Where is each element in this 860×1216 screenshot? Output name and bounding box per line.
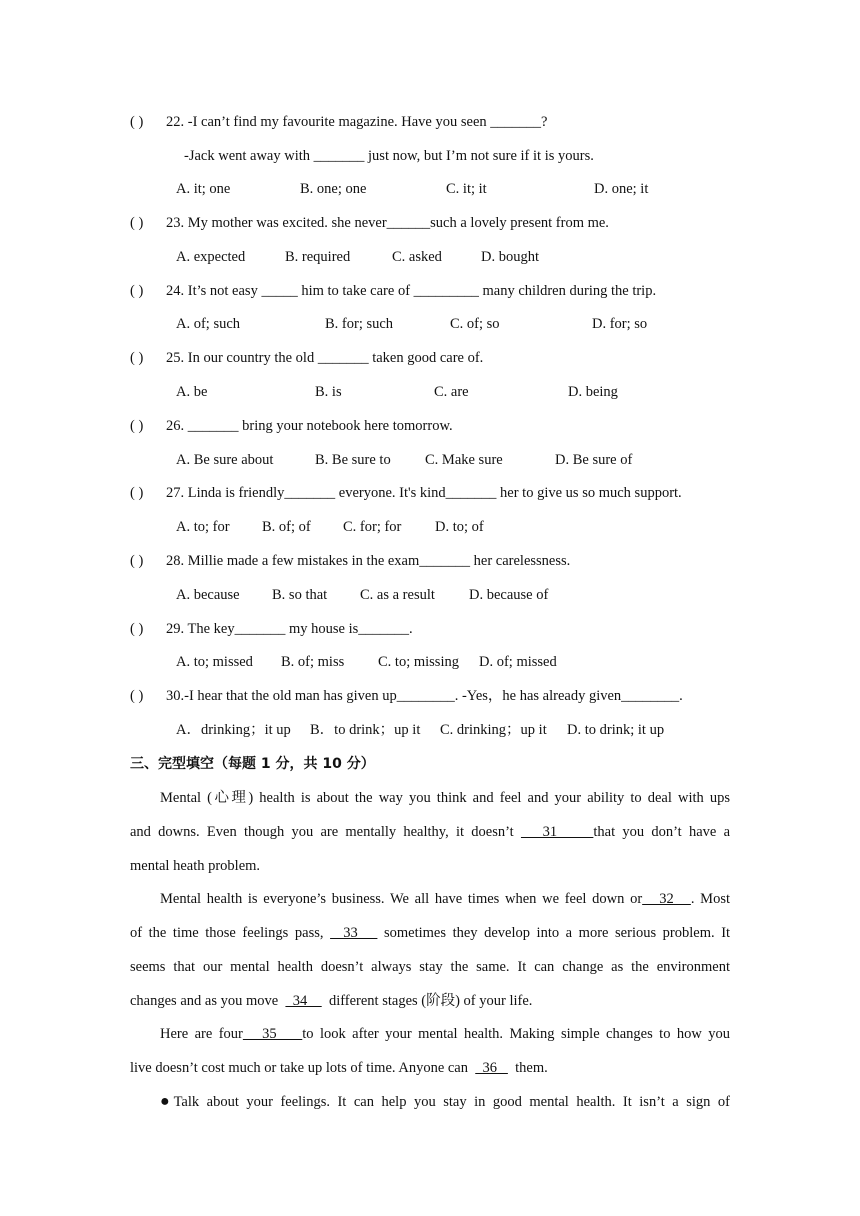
text: sometimes they develop into a more serious problem. It: [383, 925, 731, 941]
paragraph-3-line-2: [130, 1058, 548, 1078]
blank-35[interactable]: 35: [242, 1026, 303, 1042]
option-c[interactable]: C. drinking；up it: [440, 722, 547, 738]
answer-paren[interactable]: ( ): [130, 485, 144, 501]
bullet-paragraph-line-1: [160, 1092, 730, 1112]
question-stem: 25. In our country the old _______ taken good care of.: [166, 350, 484, 366]
paragraph-2-line-4: [130, 991, 532, 1011]
option-a[interactable]: A．drinking；it up: [176, 722, 291, 738]
option-a[interactable]: A. be: [176, 384, 208, 400]
option-d[interactable]: D. bought: [481, 249, 539, 265]
option-b[interactable]: B. Be sure to: [315, 452, 391, 468]
blank-34[interactable]: 34: [285, 993, 322, 1009]
option-b[interactable]: B. required: [285, 249, 351, 265]
option-a[interactable]: A. of; such: [176, 316, 241, 332]
answer-paren[interactable]: ( ): [130, 553, 144, 569]
option-b[interactable]: B. one; one: [300, 181, 367, 197]
paragraph-2-line-1: [160, 889, 730, 909]
text: to look after your mental health. Making simple changes to how you: [302, 1026, 730, 1042]
option-c[interactable]: C. are: [434, 384, 469, 400]
answer-paren[interactable]: ( ): [130, 350, 144, 366]
paragraph-1-line-2: [130, 822, 730, 842]
text: . Most: [690, 891, 730, 907]
text: and downs. Even though you are mentally healthy, it doesn’t: [130, 824, 514, 840]
option-a[interactable]: A. it; one: [176, 181, 231, 197]
text: that you don’t have a: [593, 824, 731, 840]
option-b[interactable]: B. is: [315, 384, 342, 400]
option-c[interactable]: C. of; so: [450, 316, 500, 332]
option-d[interactable]: D. one; it: [594, 181, 649, 197]
section-heading: 三、完型填空（每题 1 分，共 10 分）: [130, 756, 375, 772]
blank-33[interactable]: 33: [330, 925, 378, 941]
answer-paren[interactable]: ( ): [130, 114, 144, 130]
answer-paren[interactable]: ( ): [130, 688, 144, 704]
option-a[interactable]: A. because: [176, 587, 240, 603]
text: different stages (阶段) of your life.: [328, 993, 533, 1009]
option-c[interactable]: C. it; it: [446, 181, 487, 197]
blank-31[interactable]: 31: [520, 824, 594, 840]
option-d[interactable]: D. for; so: [592, 316, 648, 332]
text: Here are four: [160, 1026, 243, 1042]
option-d[interactable]: D. because of: [469, 587, 549, 603]
blank-32[interactable]: 32: [642, 891, 691, 907]
option-d[interactable]: D. being: [568, 384, 618, 400]
text: live doesn’t cost much or take up lots of time. Anyone can: [130, 1060, 468, 1076]
blank-36[interactable]: 36: [475, 1060, 508, 1076]
paragraph-3-line-1: [160, 1024, 730, 1044]
text: them.: [515, 1060, 548, 1076]
text: Mental health is everyone’s business. We all have times when we feel down or: [160, 891, 643, 907]
option-d[interactable]: D. Be sure of: [555, 452, 633, 468]
option-d[interactable]: D. of; missed: [479, 654, 557, 670]
option-a[interactable]: A. Be sure about: [176, 452, 274, 468]
option-c[interactable]: C. for; for: [343, 519, 402, 535]
option-b[interactable]: B. of; miss: [281, 654, 345, 670]
option-c[interactable]: C. to; missing: [378, 654, 459, 670]
answer-paren[interactable]: ( ): [130, 418, 144, 434]
text: changes and as you move: [130, 993, 279, 1009]
text: Talk about your feelings. It can help you stay in good mental health. It isn’t a sign of: [173, 1094, 731, 1110]
question-stem: 30.-I hear that the old man has given up________. -Yes，he has already given________.: [166, 688, 683, 704]
option-a[interactable]: A. expected: [176, 249, 246, 265]
paragraph-1-line-1: Mental (心理) health is about the way you think and feel and your ability to deal with ups: [160, 790, 730, 806]
option-d[interactable]: D. to; of: [435, 519, 484, 535]
question-stem: 27. Linda is friendly_______ everyone. It's kind_______ her to give us so much support.: [166, 485, 682, 501]
option-b[interactable]: B. so that: [272, 587, 328, 603]
option-b[interactable]: B. of; of: [262, 519, 311, 535]
option-a[interactable]: A. to; missed: [176, 654, 253, 670]
question-stem: 28. Millie made a few mistakes in the exam_______ her carelessness.: [166, 553, 571, 569]
option-b[interactable]: B．to drink；up it: [310, 722, 421, 738]
question-stem: 23. My mother was excited. she never______such a lovely present from me.: [166, 215, 609, 231]
option-a[interactable]: A. to; for: [176, 519, 230, 535]
option-c[interactable]: C. Make sure: [425, 452, 503, 468]
question-stem: 24. It’s not easy _____ him to take care of _________ many children during the trip.: [166, 283, 657, 299]
option-c[interactable]: C. as a result: [360, 587, 435, 603]
answer-paren[interactable]: ( ): [130, 215, 144, 231]
question-stem-continued: -Jack went away with _______ just now, but I’m not sure if it is yours.: [184, 148, 594, 164]
paragraph-2-line-2: [130, 923, 730, 943]
option-c[interactable]: C. asked: [392, 249, 442, 265]
text: of the time those feelings pass,: [130, 925, 324, 941]
option-b[interactable]: B. for; such: [325, 316, 394, 332]
question-stem: 29. The key_______ my house is_______.: [166, 621, 413, 637]
question-stem: 26. _______ bring your notebook here tomorrow.: [166, 418, 453, 434]
option-d[interactable]: D. to drink; it up: [567, 722, 665, 738]
answer-paren[interactable]: ( ): [130, 621, 144, 637]
bullet-icon: ●: [160, 1093, 174, 1110]
answer-paren[interactable]: ( ): [130, 283, 144, 299]
question-stem: 22. -I can’t find my favourite magazine. Have you seen _______?: [166, 114, 548, 130]
paragraph-1-line-3: mental heath problem.: [130, 858, 261, 874]
paragraph-2-line-3: seems that our mental health doesn’t always stay the same. It can change as the environment: [130, 959, 730, 975]
